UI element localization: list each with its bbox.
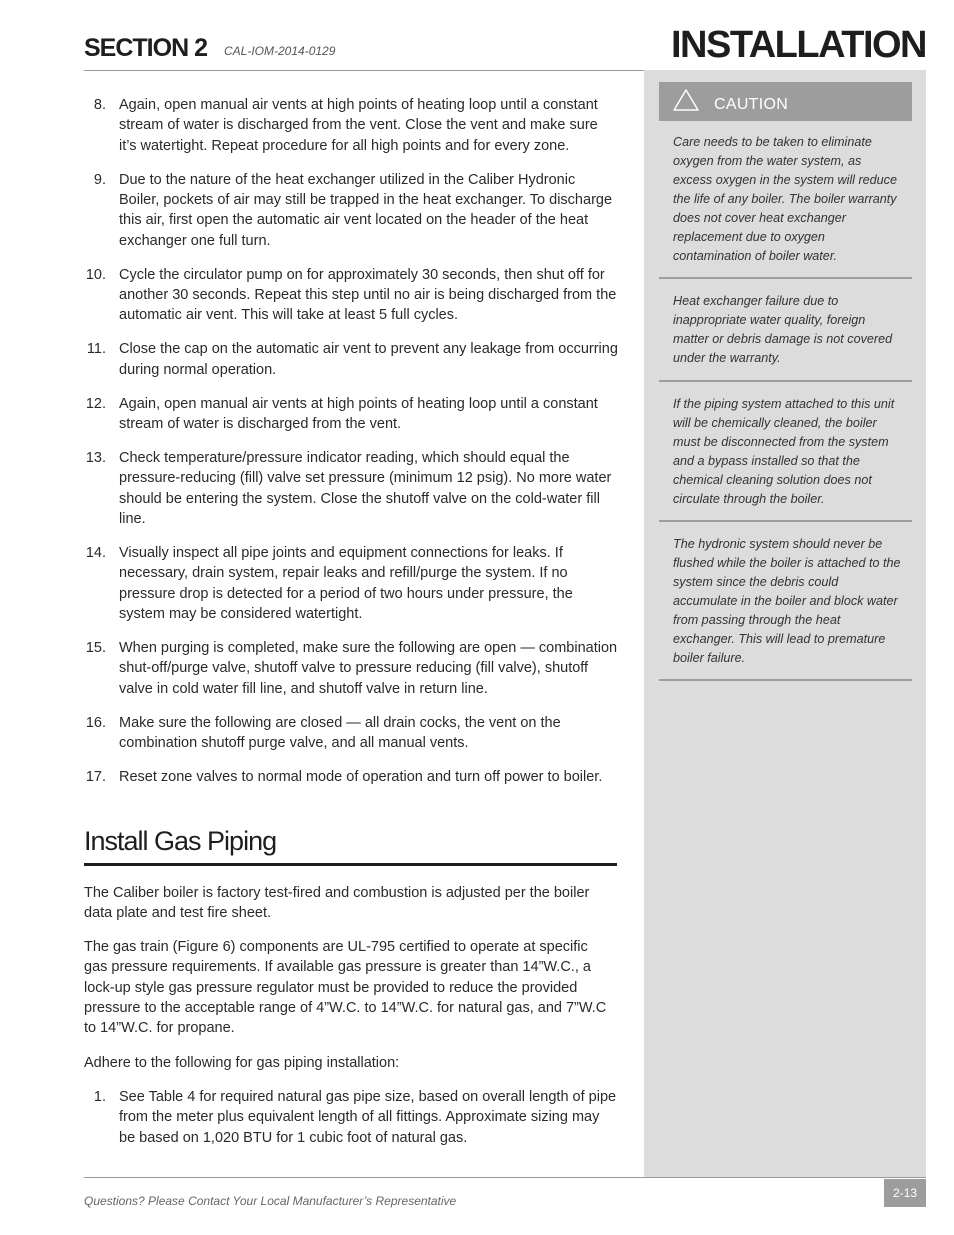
list-item — [84, 543, 619, 624]
item-text: Close the cap on the automatic air vent to prevent any leakage from occurring during normal operation. — [119, 341, 618, 378]
caution-note: Care needs to be taken to eliminate oxygen from the water system, as excess oxygen in the system will reduce the life of any boiler. The boiler warranty does not cover heat exchanger replacement due to oxygen contamination of boiler water. — [673, 135, 897, 263]
caution-note: The hydronic system should never be flushed while the boiler is attached to the system since the debris could accumulate in the boiler and block water from passing through the heat exchanger. This will lead to premature boiler failure. — [673, 537, 901, 665]
item-number: 17. — [85, 769, 106, 786]
item-number: 1. — [93, 1089, 106, 1105]
caution-note: Heat exchanger failure due to inappropriate water quality, foreign matter or debris damage is not covered under the warranty. — [673, 294, 893, 365]
item-text: Again, open manual air vents at high points of heating loop until a constant stream of water is discharged from the vent. — [119, 395, 598, 433]
gas-piping-list — [84, 1087, 619, 1148]
item-number: 11. — [86, 341, 106, 358]
item-number: 13. — [85, 450, 106, 467]
list-item — [84, 638, 619, 699]
item-text: When purging is completed, make sure the following are open — combination shut-off/purge valve, shutoff valve to pressure reducing (fill valve), shutoff valve in cold water fill line, and shutoff valve in return line. — [119, 640, 618, 697]
item-number: 9. — [93, 171, 106, 188]
list-item — [84, 265, 619, 326]
caution-note: If the piping system attached to this unit will be chemically cleaned, the boiler must be disconnected from the system and a bypass installed so that the chemical cleaning solution does not circulate through the boiler. — [673, 397, 895, 506]
list-item — [84, 95, 619, 156]
list-item — [84, 339, 619, 380]
purge-steps-list — [84, 95, 619, 801]
note-divider — [659, 277, 912, 279]
section-heading — [84, 826, 617, 866]
note-divider — [659, 380, 912, 382]
item-text: Visually inspect all pipe joints and equipment connections for leaks. If necessary, drain system, repair leaks and refill/purge the system. If no pressure drop is detected for a period of two hours under pressure, the system may be considered watertight. — [119, 545, 573, 623]
caution-label: CAUTION — [714, 96, 789, 113]
page-number: 2-13 — [884, 1179, 926, 1207]
body-paragraph: The gas train (Figure 6) components are UL-795 certified to operate at specific gas pressure requirements. If available gas pressure is greater than 14”W.C., a lock-up style gas pressure regulator must be provided to reduce the provided pressure to the acceptable range of 4”W.C. to 14”W.C. for natural gas, and 7”W.C to 14”W.C. for propane. — [84, 939, 607, 1037]
warning-triangle-icon — [673, 89, 699, 111]
item-number: 12. — [85, 395, 106, 412]
section-label: SECTION 2 — [84, 34, 207, 62]
footer-divider — [84, 1177, 926, 1178]
note-divider — [659, 520, 912, 522]
item-number: 14. — [85, 545, 106, 562]
item-text: Cycle the circulator pump on for approximately 30 seconds, then shut off for another 30 seconds. Repeat this step until no air is being discharged from the automatic air vent. This will take at least 5 full cycles. — [119, 266, 617, 324]
item-text: Due to the nature of the heat exchanger utilized in the Caliber Hydronic Boiler, pockets of air may still be trapped in the heat exchanger. To discharge this air, first open the automatic air vent located on the header of the heat exchanger one full turn. — [119, 171, 613, 249]
list-item — [84, 448, 619, 529]
list-item — [84, 1087, 619, 1148]
section-heading-text: Install Gas Piping — [84, 826, 277, 856]
page-header — [84, 22, 926, 71]
note-divider — [659, 679, 912, 681]
footer-text: Questions? Please Contact Your Local Manufacturer’s Representative — [84, 1194, 457, 1208]
list-item — [84, 394, 619, 435]
item-text: Check temperature/pressure indicator reading, which should equal the pressure-reducing (fill) valve set pressure (minimum 12 psig). No more water should be entering the system. Close the shutoff valve on the cold-water fill line. — [119, 450, 612, 528]
page-title: INSTALLATION — [671, 24, 926, 66]
caution-header — [659, 82, 912, 121]
body-paragraph: The Caliber boiler is factory test-fired and combustion is adjusted per the boiler data plate and test fire sheet. — [84, 885, 590, 922]
document-code: CAL-IOM-2014-0129 — [224, 44, 336, 58]
item-text: See Table 4 for required natural gas pipe size, based on overall length of pipe from the meter plus equivalent length of all fittings. Approximate sizing may be based on 1,020 BTU for 1 cubic foot of natural gas. — [119, 1089, 617, 1146]
item-number: 8. — [93, 97, 106, 113]
list-item — [84, 767, 619, 787]
item-text: Again, open manual air vents at high points of heating loop until a constant stream of water is discharged from the vent. Close the vent and make sure it’s watertight. Repeat procedure for all high points and for every zone. — [119, 97, 598, 154]
list-item — [84, 170, 619, 251]
item-text: Make sure the following are closed — all drain cocks, the vent on the combination shutoff purge valve, and all manual vents. — [119, 714, 561, 752]
item-text: Reset zone valves to normal mode of operation and turn off power to boiler. — [119, 769, 603, 786]
item-number: 10. — [85, 266, 106, 283]
item-number: 16. — [85, 714, 106, 731]
body-paragraph: Adhere to the following for gas piping installation: — [84, 1055, 400, 1071]
list-item — [84, 713, 619, 754]
item-number: 15. — [85, 640, 106, 657]
